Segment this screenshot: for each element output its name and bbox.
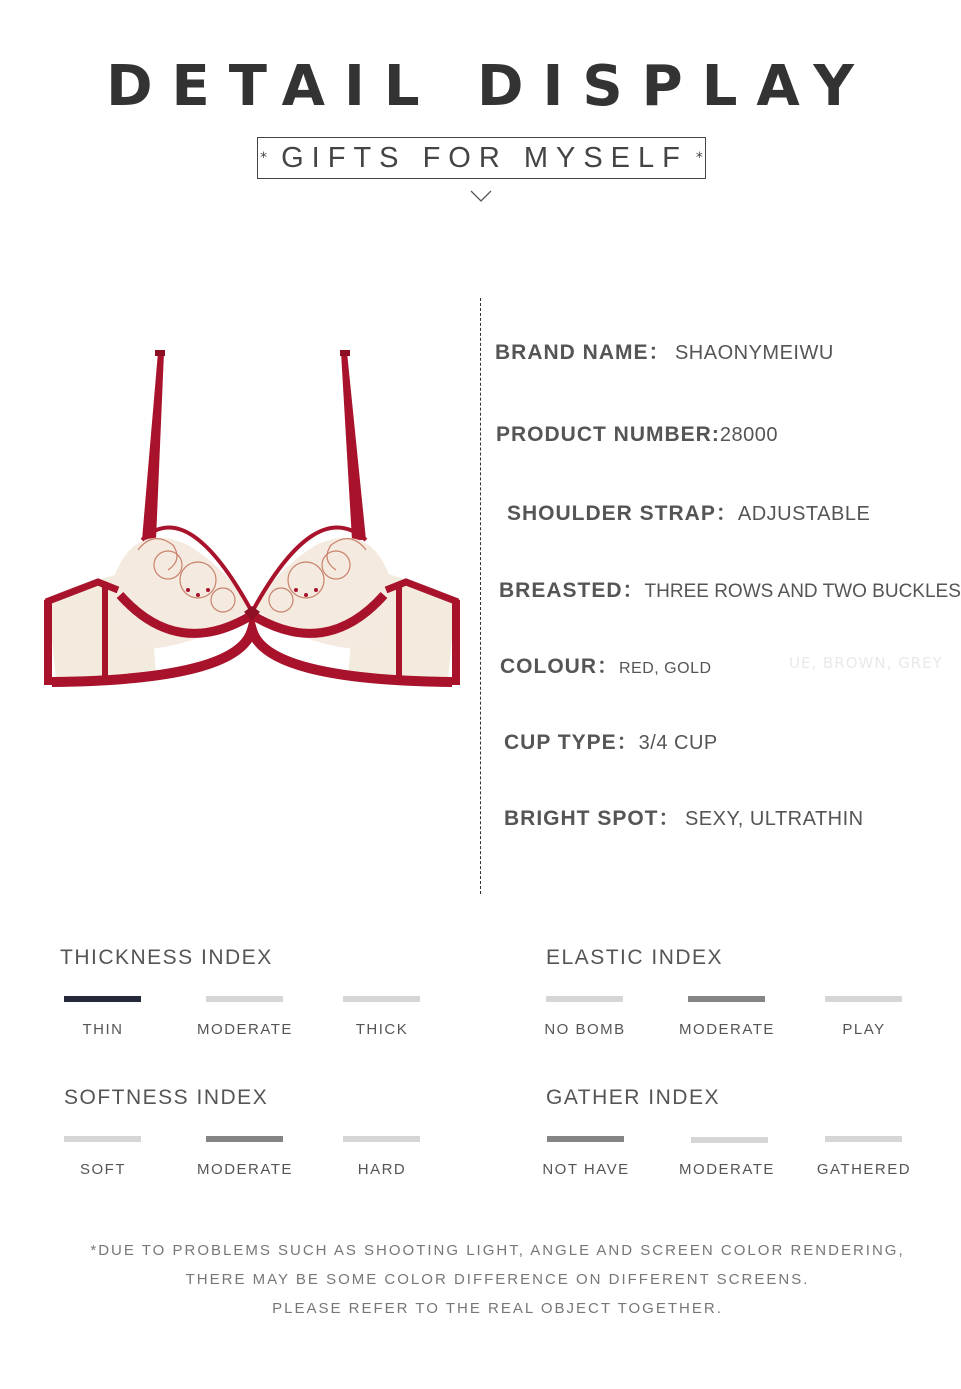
thickness-option-thin: THIN: [82, 1021, 124, 1038]
spec-value: ADJUSTABLE: [737, 503, 871, 525]
spec-value: THREE ROWS AND TWO BUCKLES: [644, 581, 961, 602]
subtitle-box: [257, 137, 706, 179]
spec-brand-name: [495, 336, 834, 366]
spec-label: BRIGHT SPOT：: [504, 807, 681, 830]
elastic-index-title: ELASTIC INDEX: [546, 946, 724, 969]
disclaimer-line-1: *DUE TO PROBLEMS SUCH AS SHOOTING LIGHT, ANGLE AND SCREEN COLOR RENDERING,: [90, 1242, 905, 1259]
spec-label: CUP TYPE：: [504, 731, 639, 754]
spec-value: 3/4 CUP: [638, 732, 718, 754]
spec-colour: [500, 650, 712, 680]
chevron-down-icon: [470, 188, 492, 204]
disclaimer-line-2: THERE MAY BE SOME COLOR DIFFERENCE ON DIFFERENT SCREENS.: [185, 1271, 810, 1288]
spec-label: PRODUCT NUMBER:: [496, 423, 720, 446]
spec-colour-faded: UE, BROWN, GREY: [789, 654, 943, 672]
thickness-bar-thin: [64, 996, 141, 1002]
elastic-option-play: PLAY: [842, 1021, 886, 1038]
spec-shoulder-strap: [507, 497, 870, 527]
gather-option-moderate: MODERATE: [679, 1161, 775, 1178]
vertical-divider: [480, 298, 481, 894]
spec-cup-type: [504, 726, 718, 756]
gather-option-gathered: GATHERED: [816, 1161, 912, 1178]
elastic-bar-no-bomb: [546, 996, 623, 1002]
page-title: DETAIL DISPLAY: [106, 54, 873, 119]
softness-bar-soft: [64, 1136, 141, 1142]
softness-option-moderate: MODERATE: [197, 1161, 293, 1178]
gather-option-not-have: NOT HAVE: [542, 1161, 630, 1178]
softness-option-soft: SOFT: [80, 1161, 126, 1178]
spec-label: BRAND NAME：: [495, 341, 671, 364]
elastic-bar-play: [825, 996, 902, 1002]
spec-label: COLOUR：: [500, 655, 619, 678]
subtitle-text: GIFTS FOR MYSELF: [281, 141, 688, 174]
spec-value: RED, GOLD: [619, 660, 712, 677]
spec-value: SHAONYMEIWU: [674, 342, 834, 364]
disclaimer-line-3: PLEASE REFER TO THE REAL OBJECT TOGETHER.: [272, 1300, 723, 1317]
spec-breasted: [499, 574, 961, 604]
softness-bar-moderate: [206, 1136, 283, 1142]
gather-bar-moderate: [691, 1137, 768, 1143]
softness-option-hard: HARD: [357, 1161, 407, 1178]
star-left: *: [260, 150, 268, 166]
softness-bar-hard: [343, 1136, 420, 1142]
spec-product-number: [496, 423, 778, 447]
bra-product-image: [38, 290, 466, 700]
thickness-bar-thick: [343, 996, 420, 1002]
thickness-bar-moderate: [206, 996, 283, 1002]
spec-bright-spot: [504, 802, 864, 832]
elastic-option-moderate: MODERATE: [679, 1021, 775, 1038]
gather-bar-gathered: [825, 1136, 902, 1142]
softness-index-title: SOFTNESS INDEX: [64, 1086, 269, 1109]
gather-bar-not-have: [547, 1136, 624, 1142]
elastic-option-no-bomb: NO BOMB: [544, 1021, 626, 1038]
star-right: *: [695, 150, 703, 166]
spec-label: SHOULDER STRAP：: [507, 502, 738, 525]
spec-value: SEXY, ULTRATHIN: [684, 808, 864, 830]
gather-index-title: GATHER INDEX: [546, 1086, 720, 1109]
spec-value: 28000: [719, 424, 778, 446]
thickness-index-title: THICKNESS INDEX: [60, 946, 273, 969]
spec-label: BREASTED：: [499, 579, 645, 602]
thickness-option-moderate: MODERATE: [197, 1021, 293, 1038]
thickness-option-thick: THICK: [355, 1021, 409, 1038]
elastic-bar-moderate: [688, 996, 765, 1002]
